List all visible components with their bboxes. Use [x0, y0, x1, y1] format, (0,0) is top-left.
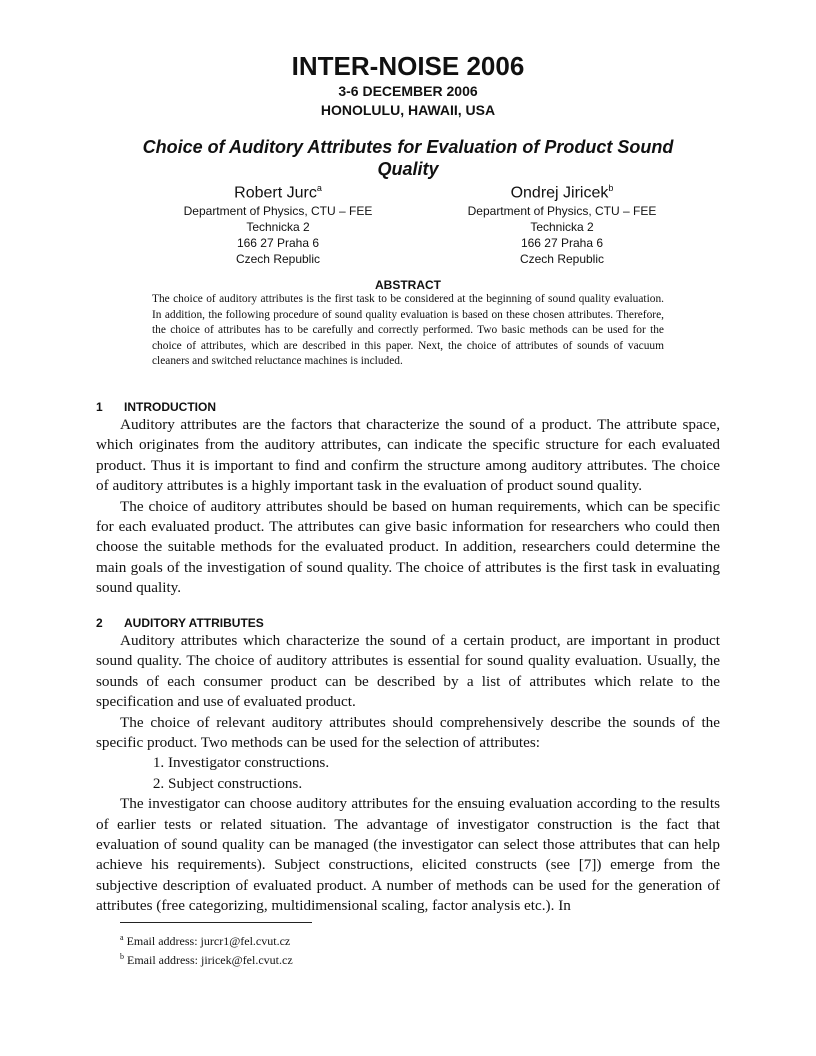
conference-date: 3-6 DECEMBER 2006 — [338, 83, 478, 99]
list-item: 1. Investigator constructions. — [168, 753, 720, 773]
paragraph: The choice of relevant auditory attributes should comprehensively describe the sounds of the specific product. Two methods can be used for the selection of attributes: — [96, 713, 720, 752]
paragraph: Auditory attributes which characterize the sound of a certain product, are important in product sound quality. The choice of auditory attributes is essential for sound quality evaluation. Usually, the sounds of each consumer product can be described by a list of attributes which relate to the specification and use of evaluated product. — [96, 632, 720, 711]
footnotes — [120, 930, 520, 968]
section-number: 2 — [96, 616, 103, 630]
author-department: Department of Physics, CTU – FEE — [467, 204, 657, 219]
author-street: Technicka 2 — [530, 220, 594, 235]
author-mark: a — [316, 183, 322, 193]
list-item: 2. Subject constructions. — [168, 774, 720, 794]
author-street: Technicka 2 — [246, 220, 310, 235]
author-block-2 — [412, 178, 712, 267]
paper-title: Choice of Auditory Attributes for Evaluation of Product Sound Quality — [142, 137, 674, 179]
footnote-b: $^b$ Email address: jiricek@fel.cvut.cz — [120, 952, 293, 967]
method-list — [96, 753, 720, 794]
section-number: 1 — [96, 400, 103, 414]
section-heading-auditory-attributes — [96, 615, 264, 631]
abstract-heading: ABSTRACT — [375, 278, 441, 292]
footnote-mark: b — [120, 952, 124, 961]
footnote-mark: a — [120, 933, 124, 942]
author-country: Czech Republic — [519, 252, 605, 267]
conference-place: HONOLULU, HAWAII, USA — [320, 102, 496, 118]
section-title: INTRODUCTION — [124, 400, 216, 414]
section-body-auditory-attributes — [96, 631, 720, 917]
paragraph: Auditory attributes are the factors that characterize the sound of a product. The attribute space, which originates from the auditory attributes, can indicate the specific structure for each evaluated product. Thus it is important to find and confirm the structure among auditory attributes. The choice of auditory attributes is a highly important task in the evaluation of product sound quality. — [96, 416, 720, 495]
author-city: 166 27 Praha 6 — [520, 236, 604, 251]
abstract-text: The choice of auditory attributes is the first task to be considered at the beginning of sound quality evaluation. In addition, the following procedure of sound quality evaluation is based on these chosen attributes. Therefore, the choice of attributes has to be carefully and correctly performed. Two basic methods can be used for the choice of attributes, which are described in this paper. Next, the choice of attributes of sounds of vacuum cleaners and switched reluctance machines is included. — [152, 293, 664, 367]
section-body-introduction — [96, 415, 720, 599]
footnote-divider — [120, 922, 312, 923]
author-name: Robert Jurc$^a$ — [234, 183, 322, 202]
conference-title: INTER-NOISE 2006 — [291, 51, 525, 81]
author-country: Czech Republic — [235, 252, 321, 267]
footnote-a: $^a$ Email address: jurcr1@fel.cvut.cz — [120, 933, 291, 948]
section-heading-introduction — [96, 399, 216, 415]
author-mark: b — [608, 183, 614, 193]
paragraph: The investigator can choose auditory attributes for the ensuing evaluation according to the results of earlier tests or related situation. The advantage of investigator construction is the fact that evaluation of sound quality can be managed (the investigator can select those attributes that can help achieve his requirements). Subject constructions, elicited constructs (see [7]) emerge from the subjective description of evaluated product. A number of methods can be used for the generation of attributes (free categorizing, multidimensional scaling, factor analysis etc.). In — [96, 795, 720, 915]
author-city: 166 27 Praha 6 — [236, 236, 320, 251]
author-block-1 — [128, 178, 428, 267]
paragraph: The choice of auditory attributes should be based on human requirements, which can be specific for each evaluated product. The attributes can give basic information for researchers who could then choose the suitable methods for the evaluated product. In addition, researchers could determine the main goals of the investigation of sound quality. The choice of attributes is the first task in evaluating sound quality. — [96, 497, 720, 597]
author-name: Ondrej Jiricek$^b$ — [510, 183, 614, 202]
section-title: AUDITORY ATTRIBUTES — [124, 616, 264, 630]
author-department: Department of Physics, CTU – FEE — [183, 204, 373, 219]
